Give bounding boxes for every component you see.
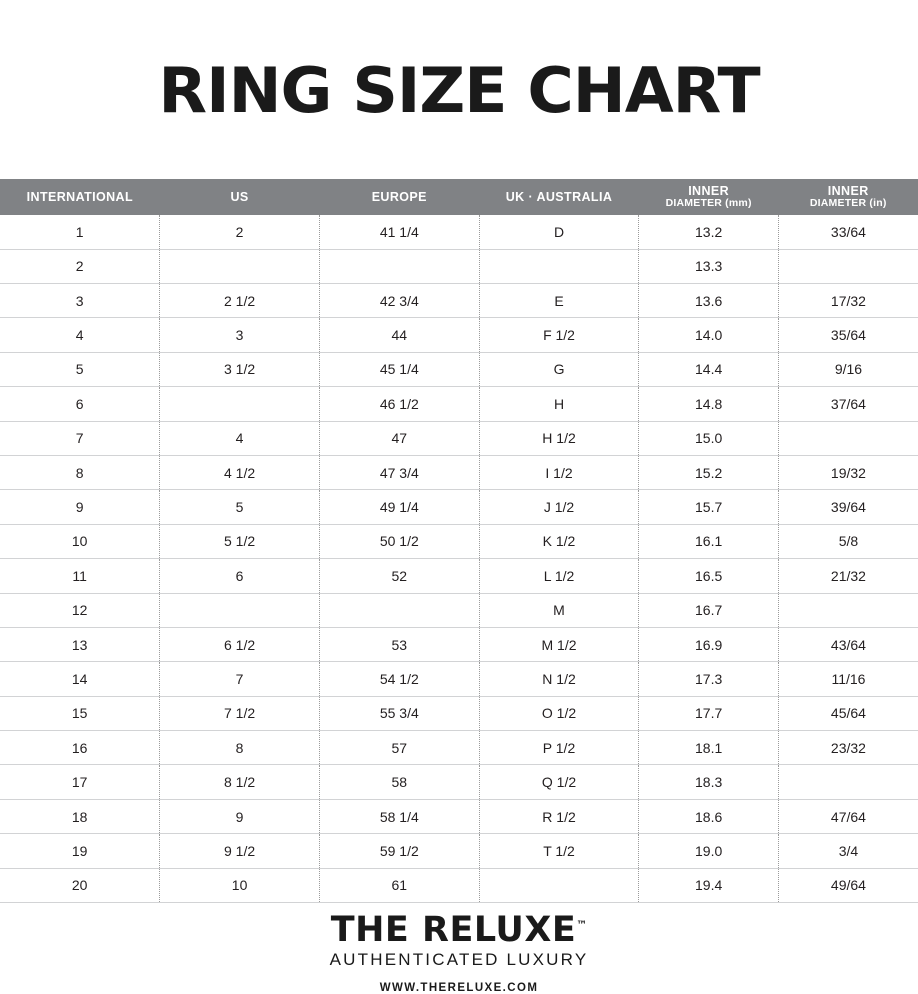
table-header [0,179,918,215]
cell-mm: 15.0 [639,421,779,455]
cell-mm: 18.1 [639,731,779,765]
cell-international: 13 [0,627,160,661]
cell-mm: 18.6 [639,799,779,833]
cell-inch: 49/64 [778,868,918,902]
cell-europe: 47 3/4 [319,455,479,489]
column-header-europe [319,179,479,215]
column-header-inner-diameter-mm [639,179,779,215]
cell-us: 5 [160,490,320,524]
cell-mm: 14.4 [639,352,779,386]
cell-mm: 17.7 [639,696,779,730]
cell-international: 2 [0,249,160,283]
table-row [0,627,918,661]
trademark-symbol: ™ [576,918,588,932]
cell-europe: 50 1/2 [319,524,479,558]
brand-logo [330,910,588,951]
cell-uk: N 1/2 [479,662,639,696]
cell-europe: 57 [319,731,479,765]
cell-international: 3 [0,283,160,317]
table-row [0,834,918,868]
cell-uk [479,868,639,902]
cell-uk: T 1/2 [479,834,639,868]
cell-us: 3 [160,318,320,352]
cell-europe: 58 1/4 [319,799,479,833]
cell-uk: M 1/2 [479,627,639,661]
cell-uk: O 1/2 [479,696,639,730]
cell-mm: 13.2 [639,215,779,249]
cell-uk: R 1/2 [479,799,639,833]
cell-europe: 53 [319,627,479,661]
cell-us: 4 1/2 [160,455,320,489]
cell-us: 9 [160,799,320,833]
cell-us: 6 1/2 [160,627,320,661]
cell-europe: 42 3/4 [319,283,479,317]
cell-inch: 17/32 [778,283,918,317]
cell-mm: 15.7 [639,490,779,524]
cell-mm: 16.1 [639,524,779,558]
brand-tagline: AUTHENTICATED LUXURY [329,950,589,970]
cell-international: 10 [0,524,160,558]
cell-inch: 33/64 [778,215,918,249]
cell-international: 7 [0,421,160,455]
table-row [0,249,918,283]
cell-international: 17 [0,765,160,799]
cell-uk: E [479,283,639,317]
cell-international: 20 [0,868,160,902]
cell-us: 7 [160,662,320,696]
cell-inch: 45/64 [778,696,918,730]
table-row [0,387,918,421]
cell-uk [479,249,639,283]
cell-international: 14 [0,662,160,696]
cell-uk: G [479,352,639,386]
table-row [0,318,918,352]
cell-europe: 44 [319,318,479,352]
cell-us: 2 1/2 [160,283,320,317]
cell-uk: J 1/2 [479,490,639,524]
cell-uk: I 1/2 [479,455,639,489]
cell-europe: 52 [319,559,479,593]
cell-inch [778,249,918,283]
cell-international: 11 [0,559,160,593]
cell-mm: 19.0 [639,834,779,868]
cell-international: 15 [0,696,160,730]
cell-mm: 16.7 [639,593,779,627]
cell-inch: 5/8 [778,524,918,558]
cell-uk: F 1/2 [479,318,639,352]
cell-inch: 9/16 [778,352,918,386]
column-header-inner-diameter-in-line1: INNER [827,184,869,199]
column-header-international-line1: INTERNATIONAL [26,189,134,204]
cell-inch: 43/64 [778,627,918,661]
cell-mm: 13.3 [639,249,779,283]
footer [0,903,918,994]
ring-size-table [0,179,918,903]
table-header-row [0,179,918,215]
cell-europe: 55 3/4 [319,696,479,730]
cell-us [160,249,320,283]
cell-uk: H 1/2 [479,421,639,455]
table-row [0,765,918,799]
cell-us [160,593,320,627]
cell-inch: 35/64 [778,318,918,352]
cell-mm: 18.3 [639,765,779,799]
cell-inch [778,765,918,799]
cell-us: 7 1/2 [160,696,320,730]
cell-europe [319,249,479,283]
table-row [0,662,918,696]
cell-international: 18 [0,799,160,833]
cell-us [160,387,320,421]
table-row [0,696,918,730]
column-header-international [0,179,160,215]
cell-us: 5 1/2 [160,524,320,558]
table-row [0,215,918,249]
cell-us: 6 [160,559,320,593]
cell-mm: 13.6 [639,283,779,317]
cell-uk: K 1/2 [479,524,639,558]
cell-us: 8 1/2 [160,765,320,799]
column-header-inner-diameter-mm-line2: DIAMETER (mm) [665,197,752,210]
cell-uk: H [479,387,639,421]
cell-inch: 37/64 [778,387,918,421]
cell-us: 9 1/2 [160,834,320,868]
column-header-uk-australia [479,179,639,215]
cell-inch: 19/32 [778,455,918,489]
cell-europe: 59 1/2 [319,834,479,868]
table-row [0,799,918,833]
table-row [0,490,918,524]
cell-inch: 39/64 [778,490,918,524]
cell-inch: 23/32 [778,731,918,765]
column-header-inner-diameter-mm-line1: INNER [688,184,730,199]
cell-mm: 14.8 [639,387,779,421]
column-header-inner-diameter-in-line2: DIAMETER (in) [809,197,887,210]
cell-europe: 61 [319,868,479,902]
table-row [0,283,918,317]
cell-international: 19 [0,834,160,868]
table-row [0,731,918,765]
cell-mm: 14.0 [639,318,779,352]
cell-mm: 16.5 [639,559,779,593]
column-header-europe-line1: EUROPE [371,189,427,204]
cell-international: 16 [0,731,160,765]
cell-international: 1 [0,215,160,249]
table-row [0,352,918,386]
cell-inch: 21/32 [778,559,918,593]
cell-us: 2 [160,215,320,249]
column-header-us [160,179,320,215]
cell-mm: 16.9 [639,627,779,661]
cell-international: 4 [0,318,160,352]
cell-uk: M [479,593,639,627]
table-body [0,215,918,902]
cell-inch: 3/4 [778,834,918,868]
cell-international: 6 [0,387,160,421]
cell-international: 12 [0,593,160,627]
page-title: RING SIZE CHART [158,53,760,127]
cell-us: 3 1/2 [160,352,320,386]
table-row [0,593,918,627]
cell-international: 5 [0,352,160,386]
cell-inch [778,593,918,627]
cell-us: 10 [160,868,320,902]
cell-inch: 11/16 [778,662,918,696]
cell-europe [319,593,479,627]
cell-uk: D [479,215,639,249]
table-row [0,524,918,558]
cell-europe: 54 1/2 [319,662,479,696]
cell-europe: 58 [319,765,479,799]
column-header-uk-australia-line1: UK · AUSTRALIA [505,189,613,204]
cell-europe: 41 1/4 [319,215,479,249]
cell-europe: 46 1/2 [319,387,479,421]
cell-europe: 45 1/4 [319,352,479,386]
column-header-inner-diameter-in [778,179,918,215]
cell-uk: P 1/2 [479,731,639,765]
cell-international: 8 [0,455,160,489]
cell-europe: 49 1/4 [319,490,479,524]
cell-europe: 47 [319,421,479,455]
cell-inch: 47/64 [778,799,918,833]
table-row [0,559,918,593]
cell-us: 8 [160,731,320,765]
website-url: WWW.THERELUXE.COM [379,982,539,994]
cell-mm: 15.2 [639,455,779,489]
table-row [0,421,918,455]
table-row [0,455,918,489]
cell-uk: Q 1/2 [479,765,639,799]
cell-inch [778,421,918,455]
cell-uk: L 1/2 [479,559,639,593]
brand-name: THE RELUXE [330,910,577,951]
cell-mm: 19.4 [639,868,779,902]
cell-us: 4 [160,421,320,455]
column-header-us-line1: US [230,189,249,204]
cell-international: 9 [0,490,160,524]
cell-mm: 17.3 [639,662,779,696]
table-row [0,868,918,902]
